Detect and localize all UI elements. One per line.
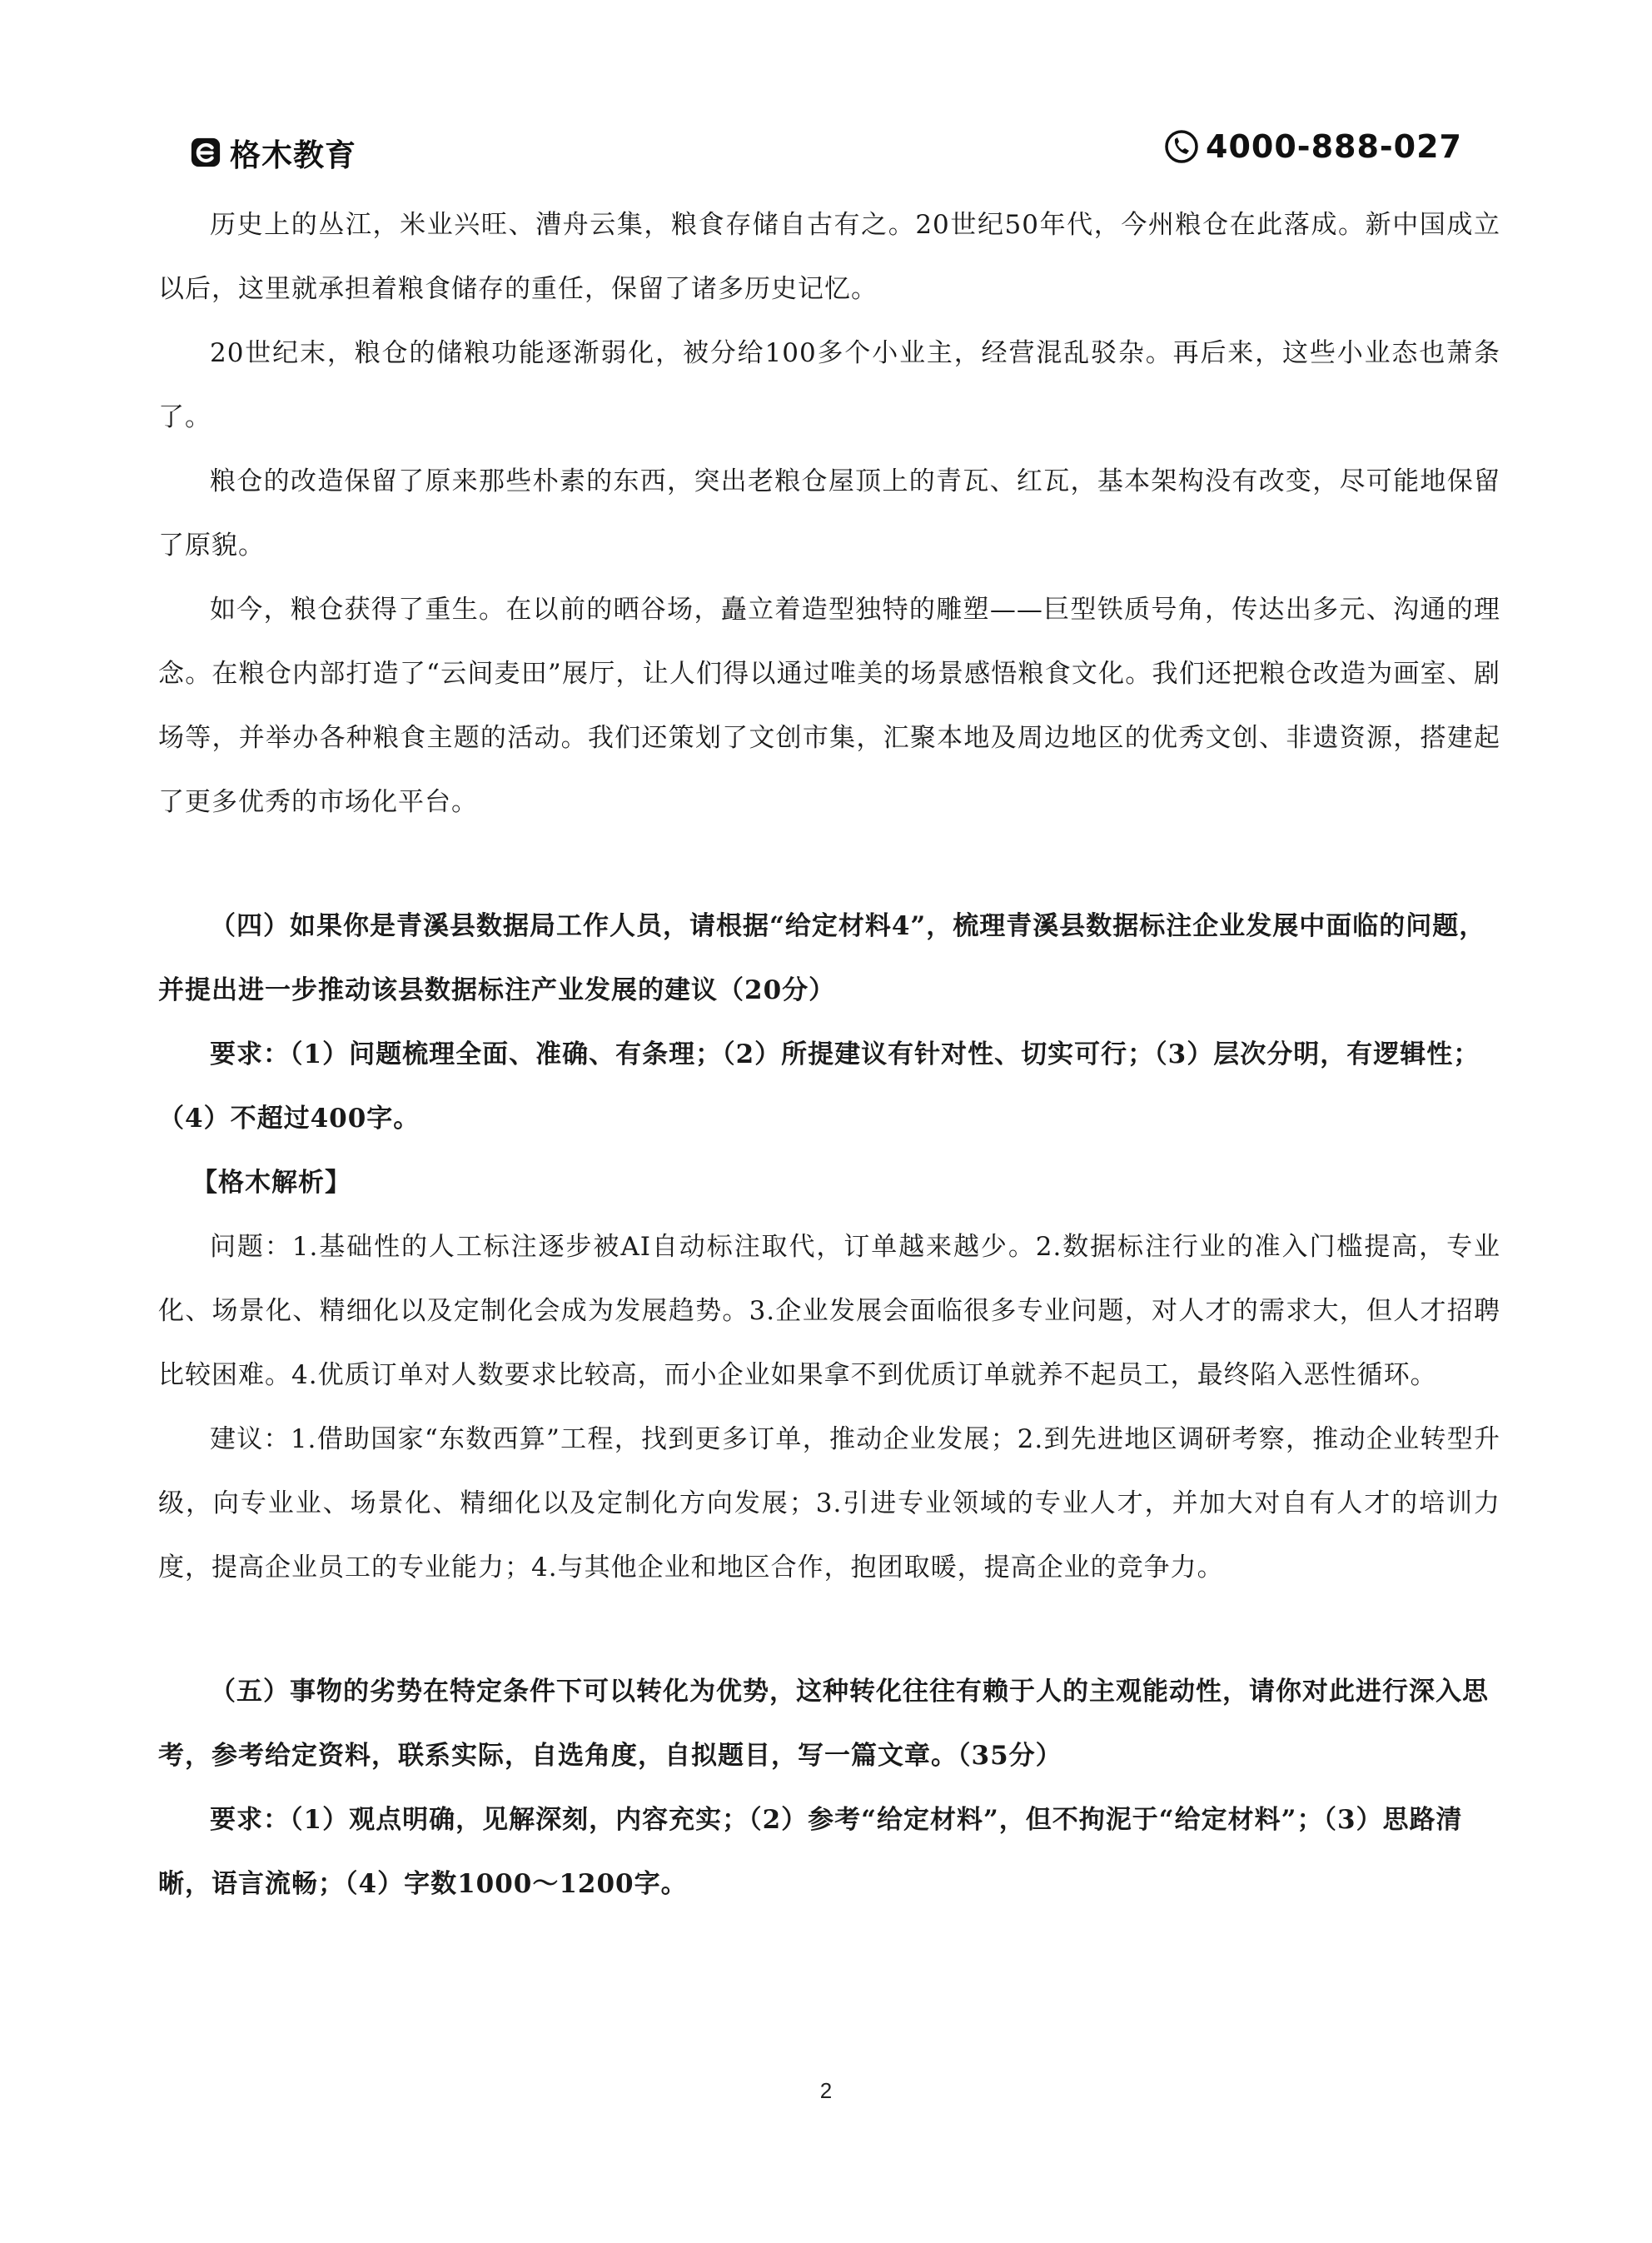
question-four-requirements: 要求：（1）问题梳理全面、准确、有条理；（2）所提建议有针对性、切实可行；（3）层次分明，有逻辑性；（4）不超过400字。 [158, 1039, 1480, 1134]
analysis-label: 【格木解析】 [192, 1168, 351, 1198]
section-gap [158, 835, 1500, 895]
question-five-prompt: （五）事物的劣势在特定条件下可以转化为优势，这种转化往往有赖于人的主观能动性，请你对此进行深入思考，参考给定资料，联系实际，自选角度，自拟题目，写一篇文章。（35分） [158, 1677, 1489, 1771]
question-five-requirements: 要求：（1）观点明确，见解深刻，内容充实；（2）参考“给定材料”，但不拘泥于“给定材料”；（3）思路清晰，语言流畅；（4）字数1000～1200字。 [158, 1805, 1463, 1899]
page-header [190, 125, 1462, 183]
material-paragraph: 20世纪末，粮仓的储粮功能逐渐弱化，被分给100多个小业主，经营混乱驳杂。再后来，这些小业态也萧条了。 [158, 338, 1500, 432]
brand-name: 格木教育 [230, 137, 356, 173]
phone-number: 4000-888-027 [1206, 128, 1462, 165]
brand-logo-icon [190, 137, 221, 168]
page-number: 2 [819, 2078, 833, 2103]
phone-contact [1164, 128, 1462, 165]
analysis-problems: 问题：1.基础性的人工标注逐步被AI自动标注取代，订单越来越少。2.数据标注行业的准入门槛提高，专业化、场景化、精细化以及定制化会成为发展趋势。3.企业发展会面临很多专业问题，对人才的需求大，但人才招聘比较困难。4.优质订单对人数要求比较高，而小企业如果拿不到优质订单就养不起员工，最终陷入恶性循环。 [158, 1232, 1500, 1390]
document-body [158, 193, 1500, 1917]
section-gap [158, 1600, 1500, 1660]
analysis-suggestions: 建议：1.借助国家“东数西算”工程，找到更多订单，推动企业发展；2.到先进地区调研考察，推动企业转型升级，向专业业、场景化、精细化以及定制化方向发展；3.引进专业领域的专业人才，并加大对自有人才的培训力度，提高企业员工的专业能力；4.与其他企业和地区合作，抱团取暖，提高企业的竞争力。 [158, 1424, 1500, 1583]
material-paragraph: 粮仓的改造保留了原来那些朴素的东西，突出老粮仓屋顶上的青瓦、红瓦，基本架构没有改变，尽可能地保留了原貌。 [158, 466, 1500, 561]
phone-icon [1164, 129, 1199, 164]
material-paragraph: 如今，粮仓获得了重生。在以前的晒谷场，矗立着造型独特的雕塑——巨型铁质号角，传达出多元、沟通的理念。在粮仓内部打造了“云间麦田”展厅，让人们得以通过唯美的场景感悟粮食文化。我们还把粮仓改造为画室、剧场等，并举办各种粮食主题的活动。我们还策划了文创市集，汇聚本地及周边地区的优秀文创、非遗资源，搭建起了更多优秀的市场化平台。 [158, 595, 1500, 817]
material-paragraph: 历史上的丛江，米业兴旺、漕舟云集，粮食存储自古有之。20世纪50年代，今州粮仓在此落成。新中国成立以后，这里就承担着粮食储存的重任，保留了诸多历史记忆。 [158, 210, 1500, 304]
brand [190, 130, 356, 175]
question-four-prompt: （四）如果你是青溪县数据局工作人员，请根据“给定材料4”，梳理青溪县数据标注企业发展中面临的问题，并提出进一步推动该县数据标注产业发展的建议（20分） [158, 911, 1486, 1005]
